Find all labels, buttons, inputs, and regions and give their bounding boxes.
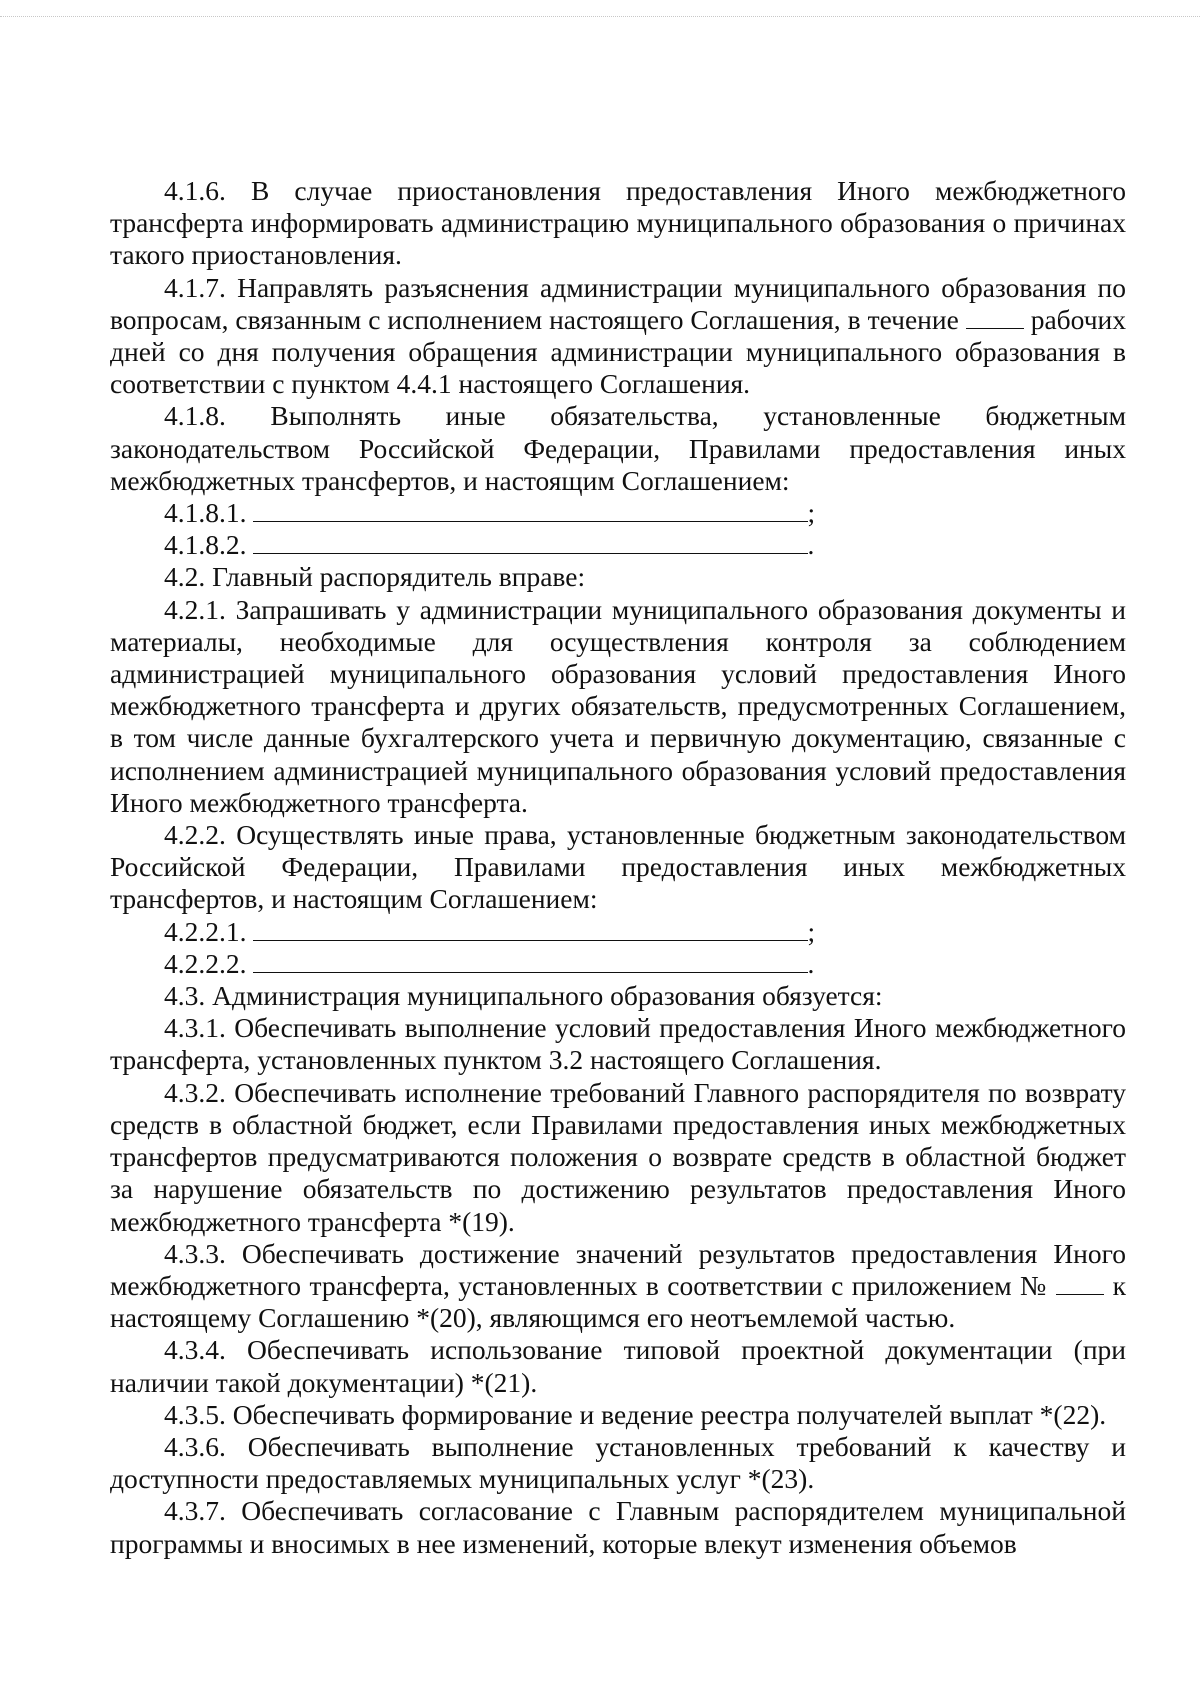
clause-4-1-6: 4.1.6. В случае приостановления предоставления Иного межбюджетного трансферта информировать администрацию муниципального образования о причинах такого приостановления.	[110, 175, 1126, 271]
clause-end: ;	[807, 915, 816, 947]
fill-line	[253, 948, 808, 973]
clause-4-1-8-1	[110, 497, 1126, 529]
clause-text: к настоящему Соглашению *(20), являющимся его неотъемлемой частью.	[110, 1269, 1126, 1334]
clause-number: 4.1.8.1.	[164, 497, 247, 529]
clause-4-3-7: 4.3.7. Обеспечивать согласование с Главным распорядителем муниципальной программы и вносимых в нее изменений, которые влекут изменения объемов	[110, 1495, 1126, 1559]
document-body	[110, 175, 1126, 1560]
clause-4-3-4: 4.3.4. Обеспечивать использование типовой проектной документации (при наличии такой документации) *(21).	[110, 1334, 1126, 1398]
clause-number: 4.2.2.1.	[164, 915, 247, 947]
fill-line	[253, 916, 808, 941]
scan-top-edge	[0, 16, 1200, 17]
fill-line	[253, 529, 808, 554]
clause-text: рабочих дней со дня получения обращения администрации муниципального образования в соответствии с пунктом 4.4.1 настоящего Соглашения.	[110, 303, 1126, 400]
clause-number: 4.1.8.2.	[164, 529, 247, 561]
clause-4-1-7	[110, 272, 1126, 401]
clause-4-3-1: 4.3.1. Обеспечивать выполнение условий предоставления Иного межбюджетного трансферта, установленных пунктом 3.2 настоящего Соглашения.	[110, 1012, 1126, 1076]
clause-4-3-2: 4.3.2. Обеспечивать исполнение требований Главного распорядителя по возврату средств в областной бюджет, если Правилами предоставления иных межбюджетных трансфертов предусматриваются положения о возврате средств в областной бюджет за нарушение обязательств по достижению результатов предоставления Иного межбюджетного трансферта *(19).	[110, 1076, 1126, 1237]
clause-end: .	[807, 529, 815, 561]
blank-field	[1056, 1270, 1104, 1295]
clause-4-3-6: 4.3.6. Обеспечивать выполнение установленных требований к качеству и доступности предоставляемых муниципальных услуг *(23).	[110, 1430, 1126, 1495]
clause-4-3: 4.3. Администрация муниципального образования обязуется:	[164, 980, 883, 1012]
clause-4-2-2-2	[110, 948, 1126, 980]
clause-4-1-8-2	[110, 529, 1126, 561]
clause-text: 4.1.7. Направлять разъяснения администрации муниципального образования по вопросам, связанным с исполнением настоящего Соглашения, в течение	[110, 271, 1126, 335]
clause-4-3-5: 4.3.5. Обеспечивать формирование и ведение реестра получателей выплат *(22).	[164, 1398, 1107, 1430]
clause-end: ;	[807, 497, 816, 529]
clause-4-2-2: 4.2.2. Осуществлять иные права, установленные бюджетным законодательством Российской Федерации, Правилами предоставления иных межбюджетных трансфертов, и настоящим Соглашением:	[110, 819, 1126, 915]
clause-text: 4.3.3. Обеспечивать достижение значений результатов предоставления Иного межбюджетного трансферта, установленных в соответствии с приложением №	[110, 1237, 1126, 1301]
clause-4-3-3	[110, 1238, 1126, 1335]
blank-field	[966, 304, 1024, 329]
fill-line	[253, 497, 808, 522]
clause-4-1-8: 4.1.8. Выполнять иные обязательства, установленные бюджетным законодательством Российской Федерации, Правилами предоставления иных межбюджетных трансфертов, и настоящим Соглашением:	[110, 400, 1126, 496]
clause-end: .	[807, 947, 815, 979]
clause-4-2-2-1	[110, 916, 1126, 948]
clause-4-2-1: 4.2.1. Запрашивать у администрации муниципального образования документы и материалы, необходимые для осуществления контроля за соблюдением администрацией муниципального образования условий предоставления Иного межбюджетного трансферта и других обязательств, предусмотренных Соглашением, в том числе данные бухгалтерского учета и первичную документацию, связанные с исполнением администрацией муниципального образования условий предоставления Иного межбюджетного трансферта.	[110, 593, 1126, 818]
clause-number: 4.2.2.2.	[164, 947, 247, 979]
clause-4-2: 4.2. Главный распорядитель вправе:	[164, 561, 586, 593]
